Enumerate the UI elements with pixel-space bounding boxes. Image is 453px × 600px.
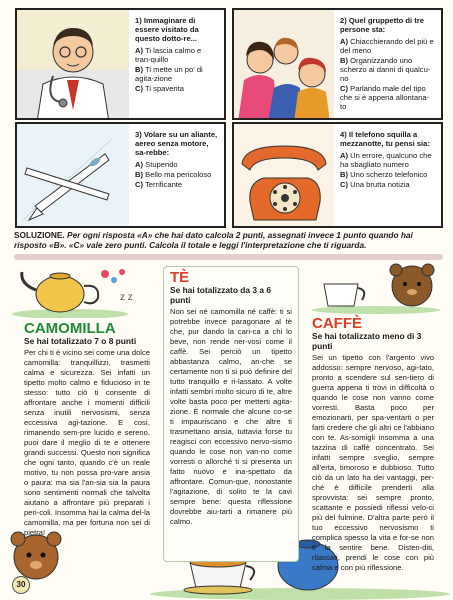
question-title: 4) Il telefono squilla a mezzanotte, tu pensi sia:	[340, 130, 430, 148]
teapot-illustration	[10, 262, 160, 318]
result-subtitle: Se hai totalizzato meno di 3 punti	[312, 331, 422, 351]
option-b: B) Organizzando uno scherzo ai danni di qualcu-no	[340, 56, 431, 83]
question-title: 2) Quel gruppetto di tre persone sta:	[340, 16, 424, 34]
question-panel-1	[15, 8, 226, 120]
option-b: B) Uno scherzo telefonico	[340, 170, 428, 179]
page-number: 30	[12, 576, 30, 594]
three-people-illustration	[234, 10, 334, 118]
question-title: 1) Immaginare di essere visitato da questo dotto-re...	[135, 16, 199, 43]
cup-bear-illustration	[310, 256, 445, 314]
option-b: B) Bello ma pericoloso	[135, 170, 212, 179]
result-heading: CAFFÈ	[312, 315, 362, 332]
result-heading: TÈ	[170, 269, 190, 286]
solution-body: Per ogni risposta «A» che hai dato calcola 2 punti, assegnati invece 1 punto quando hai risposto «B». «C» vale zero punti. Calcola il totale e leggi l'interpretazione che ti riguarda.	[14, 230, 413, 250]
question-1-text	[129, 10, 224, 118]
result-subtitle: Se hai totalizzato da 3 a 6 punti	[170, 285, 271, 305]
solution-text	[14, 230, 444, 250]
option-c: C) Parlando male del tipo che si è appena allontana-to	[340, 84, 430, 111]
svg-text:z z: z z	[120, 292, 133, 303]
question-panel-4	[232, 122, 443, 228]
question-title: 3) Volare su un aliante, aereo senza motore, sa-rebbe:	[135, 130, 218, 157]
result-body: Sei un tipetto con l'argento vivo addosso: sempre nervoso, agi-tato, pronto a scendere sul sen-tiero di guerra appena ti trovi in difficoltà o quando le cose non vanno come vorresti. Basta poco per emozionarti, per spa-ventarti o per farti credere che gli altri ce l'abbiano con te. As-somigli insomma a una tazzina di caffè concentrato. Sei infatti sempre sveglio, sempre all'erta, timoroso e dubbioso. Tutto ciò da un lato ha dei vantaggi, per-ché è difficile prenderti alla sprovvista: sei sempre pronto, scattante e possiedi riflessi velo-ci più del fulmine. D'altra parte però il tuo eccessivo nervosismo ti complica spesso la vita e for-se non ti fa sentire bene. Disten-diti, rilassati, prendi le cose con più calma e con più riflessione.	[312, 353, 434, 572]
solution-label: SOLUZIONE.	[14, 230, 65, 240]
telephone-illustration	[234, 124, 334, 226]
option-a: A) Stupendo	[135, 160, 178, 169]
result-te	[163, 266, 299, 562]
question-2-text	[334, 10, 441, 118]
option-a: A) Chiacchierando del più e del meno	[340, 37, 434, 55]
option-c: C) Ti spaventa	[135, 84, 184, 93]
question-4-text	[334, 124, 441, 226]
option-b: B) Ti mette un po' di agita-zione	[135, 65, 203, 83]
question-panel-2	[232, 8, 443, 120]
result-camomilla	[18, 318, 156, 600]
result-heading: CAMOMILLA	[24, 320, 116, 337]
glider-illustration	[17, 124, 129, 226]
doctor-illustration	[17, 10, 129, 118]
option-a: A) Ti lascia calmo e tran-quillo	[135, 46, 202, 64]
result-caffe	[306, 313, 440, 583]
option-c: C) Terrificante	[135, 180, 183, 189]
result-body: Per chi ti è vicino sei come una dolce camomilla: tranquillizzi, trasmetti calma e sicurezza. Sei infatti un tipetto molto calmo e fiducioso in te stesso: tutto ciò ti consente di affrontare anche i momenti difficili senza inutili nervosismi, senza eccessiva agi-tazione. E così, rimanendo sem-pre lucido e sereno, puoi dare il meglio di te e ottenere grandi successi. Questo non significa che ogni tanto, quando c'è un reale motivo, tu non possa pro-vare ansia o paura: ma sia l'an-sia sia la paura sono sentimenti normali che talvolta aiutano a affrontare più preparati i peri-coli. Insomma hai la calma del-la camomilla, ma per fortuna non sei di pietra!	[24, 348, 150, 537]
option-c: C) Una brutta notizia	[340, 180, 410, 189]
question-3-text	[129, 124, 224, 226]
question-panel-3	[15, 122, 226, 228]
option-a: A) Un errore, qualcuno che ha sbagliato numero	[340, 151, 432, 169]
result-body: Non sei né camomilla né caffè: ti si potrebbe invece paragonare al tè che, pur dando la cari-ca a chi lo beve, non rende ner-vosi come il caffè. Sei perciò un tipetto abbastanza calmo, an-che se certamente non ti si può definire del tutto tranquillo e ri-lassato. A volte infatti sembri molto sicuro di te, altre volte basta poco per metterti agita-zione. È normale che alcune co-se ti impauriscano e che altre ti trasmettano ansia, tuttavia forse tu reagisci con eccessivo nervo-sismo quando le cose non van-no come vorresti o allorché ti si presenta un fatto nuovo e ina-spettato da affrontare. Comun-que, nonostante l'agitazione, di solito te la cavi sempre bene: questa riflessione dovrebbe aiu-tarti a rimanere più calmo.	[170, 307, 292, 526]
result-subtitle: Se hai totalizzato 7 o 8 punti	[24, 336, 137, 346]
